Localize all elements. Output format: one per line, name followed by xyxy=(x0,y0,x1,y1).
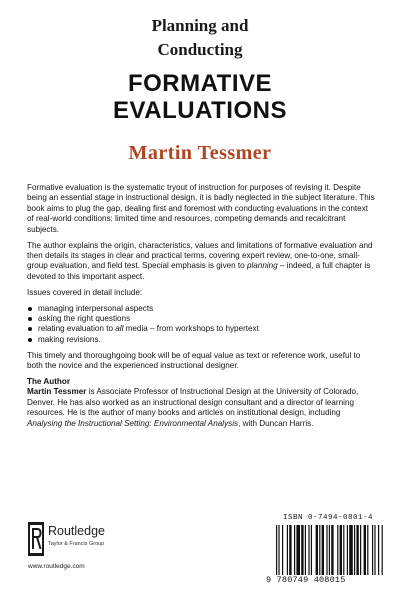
barcode-bar xyxy=(347,525,348,575)
barcode-bar xyxy=(337,525,338,575)
barcode-bar xyxy=(278,525,279,575)
barcode-bar xyxy=(331,525,333,575)
routledge-logo-icon xyxy=(28,522,44,556)
issues-intro: Issues covered in detail include: xyxy=(27,287,143,297)
barcode-bar xyxy=(343,525,344,575)
blurb-paragraph-1: Formative evaluation is the systematic tryout of instruction for purposes of revising it. Despite being an essential stage in instructional design, it is badly neglected in the subject literature. This book aims to plug the gap, dealing first and foremost with conducting evaluations in the context of real-world conditions: limited time and resources, competing demands and recalcitrant subjects. xyxy=(27,183,375,234)
publisher-logo xyxy=(28,522,178,562)
barcode-bar xyxy=(301,525,303,575)
publisher-group: Taylor & Francis Group xyxy=(48,541,105,547)
barcode-icon xyxy=(276,525,384,575)
author-bio-book-title: Analysing the Instructional Setting: Environmental Analysis xyxy=(27,418,239,428)
author-bio xyxy=(27,387,377,429)
cover-author-name: Martin Tessmer xyxy=(128,142,272,164)
list-item: making revisions. xyxy=(27,335,377,345)
blurb-emphasis-planning: planning xyxy=(246,261,278,271)
barcode-bar xyxy=(364,525,366,575)
blurb-paragraph-3: This timely and thoroughgoing book will be of equal value as text or reference work, useful to both the novice and the experienced instructional designer. xyxy=(27,350,361,371)
barcode-bar xyxy=(367,525,368,575)
barcode-bar xyxy=(311,525,312,575)
title-kicker-line-2: Conducting xyxy=(157,40,243,59)
publisher-website: www.routledge.com xyxy=(28,563,85,570)
blurb-paragraph-2-tail: – indeed, a full chapter is devoted to this important aspect. xyxy=(27,261,371,281)
barcode-bar xyxy=(356,525,358,575)
author-bio-tail: , with Duncan Harris. xyxy=(238,418,314,428)
issue-3-tail: media – from workshops to hypertext xyxy=(123,324,259,334)
barcode-bar xyxy=(360,525,361,575)
author-bio-text: is Associate Professor of Instructional Design at the University of Colorado, Denver. He has also worked as an instructional design consultant and a director of learning resources. He is the author of many books and articles on institutional design, including xyxy=(27,387,359,418)
barcode-bar xyxy=(354,525,355,575)
barcode-bar xyxy=(340,525,342,575)
barcode-bar xyxy=(294,525,295,575)
publisher-name: Routledge xyxy=(48,524,105,538)
list-item xyxy=(27,324,377,334)
barcode-bar xyxy=(319,525,320,575)
barcode-bar xyxy=(329,525,330,575)
barcode-bar xyxy=(372,525,373,575)
barcode-bar xyxy=(305,525,306,575)
barcode-bar xyxy=(349,525,353,575)
title-kicker-line-1: Planning and xyxy=(151,16,249,35)
about-author-heading: The Author xyxy=(27,377,71,386)
barcode-bar xyxy=(276,525,277,575)
barcode-bar xyxy=(326,525,327,575)
blurb-paragraph-2-text: The author explains the origin, characteristics, values and limitations of formative evaluation and then details its stages in clear and practical terms, covering expert review, one-to-one, small-group evaluation, and field test. Special emphasis is given to xyxy=(27,240,373,271)
list-item: asking the right questions xyxy=(27,314,377,324)
issue-3-emphasis: all xyxy=(115,324,124,334)
book-title-line-1: FORMATIVE xyxy=(127,70,273,97)
blurb-paragraph-2 xyxy=(27,241,377,283)
barcode-bar xyxy=(374,525,375,575)
list-item: managing interpersonal aspects xyxy=(27,304,377,314)
barcode-bar xyxy=(382,525,383,575)
barcode-bar xyxy=(289,525,291,575)
barcode-bar xyxy=(322,525,324,575)
barcode-bar xyxy=(296,525,300,575)
issues-list xyxy=(27,304,377,346)
barcode-bar xyxy=(316,525,318,575)
isbn-label: ISBN 0-7494-0801-4 xyxy=(282,514,373,522)
issue-3-text: relating evaluation to xyxy=(38,324,116,334)
barcode-bar xyxy=(378,525,379,575)
barcode-bar xyxy=(282,525,283,575)
author-bio-name: Martin Tessmer xyxy=(27,387,87,397)
back-cover-blurb xyxy=(27,183,377,435)
book-title-line-2: EVALUATIONS xyxy=(113,97,287,124)
barcode-digits: 9 780749 408015 xyxy=(266,575,346,585)
barcode-bar xyxy=(308,525,309,575)
barcode-bar xyxy=(287,525,288,575)
